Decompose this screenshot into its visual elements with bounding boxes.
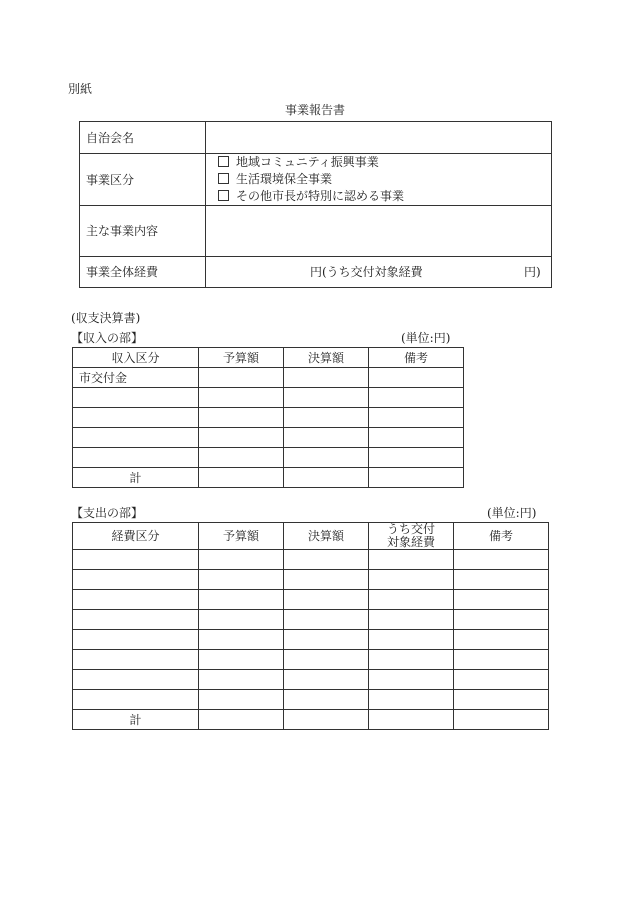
table-row — [73, 550, 549, 570]
income-cell[interactable] — [73, 408, 199, 428]
table-row — [73, 570, 549, 590]
income-cell[interactable] — [369, 448, 464, 468]
expense-cell[interactable] — [454, 690, 549, 710]
expense-header: 備考 — [454, 523, 549, 550]
table-row — [73, 690, 549, 710]
checkbox-icon[interactable] — [218, 156, 229, 167]
expense-cell[interactable] — [369, 670, 454, 690]
expense-cell[interactable] — [199, 690, 284, 710]
total-row — [73, 710, 549, 730]
expense-header-line: 対象経費 — [386, 535, 435, 549]
expense-cell[interactable] — [73, 610, 199, 630]
cost-label: 事業全体経費 — [80, 257, 206, 288]
expense-cell[interactable] — [369, 590, 454, 610]
expense-cell[interactable] — [369, 570, 454, 590]
expense-cell[interactable] — [73, 590, 199, 610]
table-row — [73, 448, 464, 468]
expense-cell[interactable] — [454, 650, 549, 670]
expense-cell[interactable] — [199, 550, 284, 570]
income-header: 収入区分 — [73, 348, 199, 368]
income-cell[interactable] — [369, 368, 464, 388]
org-label: 自治会名 — [80, 122, 206, 154]
category-option-label: 地域コミュニティ振興事業 — [236, 155, 379, 169]
expense-total-cell[interactable] — [284, 710, 369, 730]
income-cell[interactable] — [284, 368, 369, 388]
table-row — [73, 408, 464, 428]
expense-cell[interactable] — [454, 610, 549, 630]
category-option-label: その他市長が特別に認める事業 — [236, 189, 405, 203]
expense-unit: (単位:円) — [487, 506, 537, 520]
table-row — [73, 670, 549, 690]
expense-cell[interactable] — [369, 630, 454, 650]
table-row — [73, 630, 549, 650]
table-row — [73, 368, 464, 388]
expense-cell[interactable] — [369, 550, 454, 570]
income-cell[interactable] — [284, 388, 369, 408]
income-title: 【収入の部】 — [71, 331, 144, 345]
expense-cell[interactable] — [454, 550, 549, 570]
cost-yen: 円) — [524, 265, 541, 279]
report-table — [79, 121, 552, 288]
income-total-cell[interactable] — [284, 468, 369, 488]
expense-cell[interactable] — [199, 590, 284, 610]
expense-cell[interactable] — [73, 630, 199, 650]
income-cell[interactable] — [199, 428, 284, 448]
income-cell[interactable]: 市交付金 — [73, 368, 199, 388]
expense-cell[interactable] — [73, 550, 199, 570]
expense-cell[interactable] — [454, 630, 549, 650]
income-cell[interactable] — [199, 368, 284, 388]
expense-cell[interactable] — [454, 590, 549, 610]
expense-total-label: 計 — [73, 710, 199, 730]
expense-header: 決算額 — [284, 523, 369, 550]
total-row — [73, 468, 464, 488]
expense-header: 予算額 — [199, 523, 284, 550]
expense-cell[interactable] — [199, 670, 284, 690]
table-row — [73, 650, 549, 670]
income-cell[interactable] — [284, 408, 369, 428]
expense-cell[interactable] — [284, 610, 369, 630]
expense-cell[interactable] — [199, 570, 284, 590]
expense-cell[interactable] — [284, 650, 369, 670]
expense-title: 【支出の部】 — [71, 506, 144, 520]
expense-total-cell[interactable] — [454, 710, 549, 730]
income-total-cell[interactable] — [369, 468, 464, 488]
income-cell[interactable] — [284, 448, 369, 468]
expense-cell[interactable] — [454, 570, 549, 590]
expense-header: 経費区分 — [73, 523, 199, 550]
expense-cell[interactable] — [73, 650, 199, 670]
expense-cell[interactable] — [454, 670, 549, 690]
content-label: 主な事業内容 — [80, 206, 206, 257]
expense-cell[interactable] — [369, 650, 454, 670]
income-cell[interactable] — [369, 408, 464, 428]
income-cell[interactable] — [199, 448, 284, 468]
cost-text: 円(うち交付対象経費 — [310, 265, 423, 279]
category-options — [206, 154, 552, 206]
expense-cell[interactable] — [284, 590, 369, 610]
expense-cell[interactable] — [284, 630, 369, 650]
expense-header-line: うち交付 — [386, 522, 435, 536]
income-header: 決算額 — [284, 348, 369, 368]
category-option[interactable] — [206, 188, 551, 205]
income-cell[interactable] — [73, 448, 199, 468]
expense-header — [369, 523, 454, 550]
income-cell[interactable] — [199, 388, 284, 408]
expense-cell[interactable] — [199, 650, 284, 670]
income-table — [72, 347, 464, 488]
expense-cell[interactable] — [73, 690, 199, 710]
income-cell[interactable] — [369, 388, 464, 408]
expense-cell[interactable] — [73, 670, 199, 690]
expense-cell[interactable] — [73, 570, 199, 590]
income-header: 備考 — [369, 348, 464, 368]
category-option-label: 生活環境保全事業 — [236, 172, 333, 186]
cost-field[interactable] — [206, 257, 552, 288]
category-label: 事業区分 — [80, 154, 206, 206]
income-cell[interactable] — [284, 428, 369, 448]
expense-cell[interactable] — [284, 670, 369, 690]
expense-cell[interactable] — [369, 690, 454, 710]
expense-cell[interactable] — [284, 570, 369, 590]
income-cell[interactable] — [199, 408, 284, 428]
settlement-heading: (収支決算書) — [71, 311, 141, 325]
table-row — [73, 428, 464, 448]
checkbox-icon[interactable] — [218, 173, 229, 184]
income-header: 予算額 — [199, 348, 284, 368]
expense-cell[interactable] — [199, 630, 284, 650]
income-total-label: 計 — [73, 468, 199, 488]
expense-table — [72, 522, 549, 730]
org-field[interactable] — [206, 122, 552, 154]
income-unit: (単位:円) — [401, 331, 451, 345]
table-row — [73, 388, 464, 408]
category-option[interactable] — [206, 171, 551, 188]
table-row — [73, 610, 549, 630]
page-title: 事業報告書 — [284, 103, 345, 117]
content-field[interactable] — [206, 206, 552, 257]
category-option[interactable] — [206, 154, 551, 171]
attachment-label: 別紙 — [68, 82, 93, 96]
income-total-cell[interactable] — [199, 468, 284, 488]
checkbox-icon[interactable] — [218, 190, 229, 201]
expense-cell[interactable] — [199, 610, 284, 630]
expense-total-cell[interactable] — [199, 710, 284, 730]
income-cell[interactable] — [73, 428, 199, 448]
expense-cell[interactable] — [284, 690, 369, 710]
income-cell[interactable] — [369, 428, 464, 448]
table-row — [73, 590, 549, 610]
expense-cell[interactable] — [369, 610, 454, 630]
expense-total-cell[interactable] — [369, 710, 454, 730]
income-cell[interactable] — [73, 388, 199, 408]
expense-cell[interactable] — [284, 550, 369, 570]
